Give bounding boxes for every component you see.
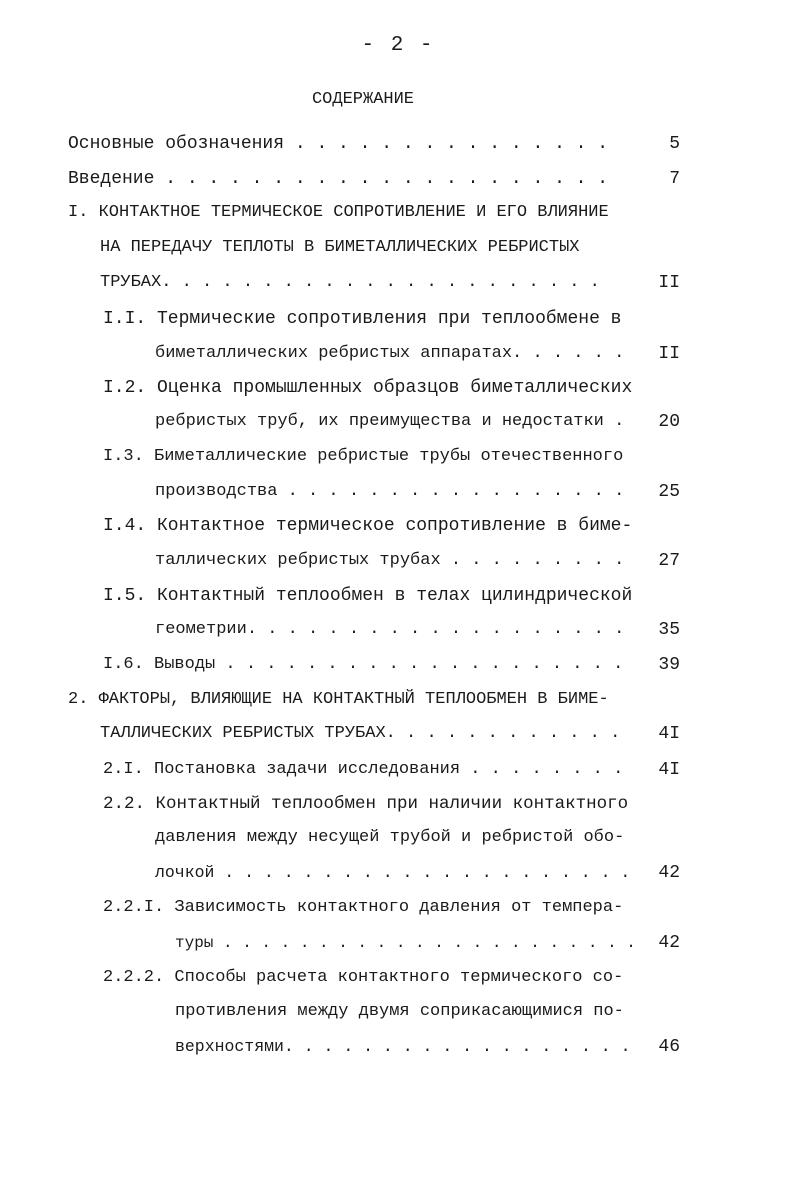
toc-line: 2.2.I. Зависимость контактного давления от темпера- xyxy=(103,898,624,917)
toc-line: ребристых труб, их преимущества и недостатки . xyxy=(155,412,625,431)
toc-line: производства . . . . . . . . . . . . . . . . . xyxy=(155,482,625,501)
toc-line: I.4. Контактное термическое сопротивление в биме- xyxy=(103,516,633,536)
toc-page-number: 4I xyxy=(658,724,680,744)
toc-page-number: 5 xyxy=(669,134,680,154)
toc-line: I.6. Выводы . . . . . . . . . . . . . . . . . . . . xyxy=(103,655,624,674)
toc-line: I. КОНТАКТНОЕ ТЕРМИЧЕСКОЕ СОПРОТИВЛЕНИЕ И ЕГО ВЛИЯНИЕ xyxy=(68,203,609,222)
toc-line: верхностями. . . . . . . . . . . . . . . . . . xyxy=(175,1037,631,1056)
toc-page-number: 42 xyxy=(658,863,680,883)
toc-line: противления между двумя соприкасающимися по- xyxy=(175,1002,624,1021)
toc-line: I.3. Биметаллические ребристые трубы отечественного xyxy=(103,447,624,466)
toc-line: 2. ФАКТОРЫ, ВЛИЯЮЩИЕ НА КОНТАКТНЫЙ ТЕПЛООБМЕН В БИМЕ- xyxy=(68,690,609,709)
toc-line: геометрии. . . . . . . . . . . . . . . . . . . xyxy=(155,620,625,639)
toc-line: I.5. Контактный теплообмен в телах цилиндрической xyxy=(103,586,633,606)
toc-line: Введение . . . . . . . . . . . . . . . . . . . . . xyxy=(68,169,609,189)
toc-line: таллических ребристых трубах . . . . . . . . . xyxy=(155,551,625,570)
toc-line: I.I. Термические сопротивления при теплообмене в xyxy=(103,309,622,329)
toc-line: Основные обозначения . . . . . . . . . . . . . . . xyxy=(68,134,609,154)
toc-line: I.2. Оценка промышленных образцов биметаллических xyxy=(103,378,633,398)
toc-page-number: 42 xyxy=(658,933,680,953)
toc-page-number: 46 xyxy=(658,1037,680,1057)
toc-page-number: 27 xyxy=(658,551,680,571)
toc-page-number: 7 xyxy=(669,169,680,189)
toc-page-number: 4I xyxy=(658,760,680,780)
toc-line: ТАЛЛИЧЕСКИХ РЕБРИСТЫХ ТРУБАХ. . . . . . . . . . . . xyxy=(100,724,621,743)
toc-line: НА ПЕРЕДАЧУ ТЕПЛОТЫ В БИМЕТАЛЛИЧЕСКИХ РЕБРИСТЫХ xyxy=(100,238,580,257)
toc-line: лочкой . . . . . . . . . . . . . . . . . . . . . xyxy=(155,863,631,882)
toc-page-number: II xyxy=(658,344,680,364)
toc-page-number: II xyxy=(658,273,680,293)
toc-line: 2.I. Постановка задачи исследования . . . . . . . . xyxy=(103,760,624,779)
toc-page-number: 20 xyxy=(658,412,680,432)
toc-line: 2.2. Контактный теплообмен при наличии контактного xyxy=(103,794,629,814)
toc-line: давления между несущей трубой и ребристой обо- xyxy=(155,828,625,847)
page-number: - 2 - xyxy=(361,34,435,57)
toc-page-number: 39 xyxy=(658,655,680,675)
toc-page-number: 35 xyxy=(658,620,680,640)
toc-line: туры . . . . . . . . . . . . . . . . . . . . . . xyxy=(175,934,636,952)
toc-line: ТРУБАХ. . . . . . . . . . . . . . . . . . . . . . xyxy=(100,273,600,292)
contents-title: СОДЕРЖАНИЕ xyxy=(311,90,415,109)
toc-line: биметаллических ребристых аппаратах. . . . . . xyxy=(155,344,625,363)
toc-page-number: 25 xyxy=(658,482,680,502)
toc-line: 2.2.2. Способы расчета контактного термического со- xyxy=(103,968,624,987)
